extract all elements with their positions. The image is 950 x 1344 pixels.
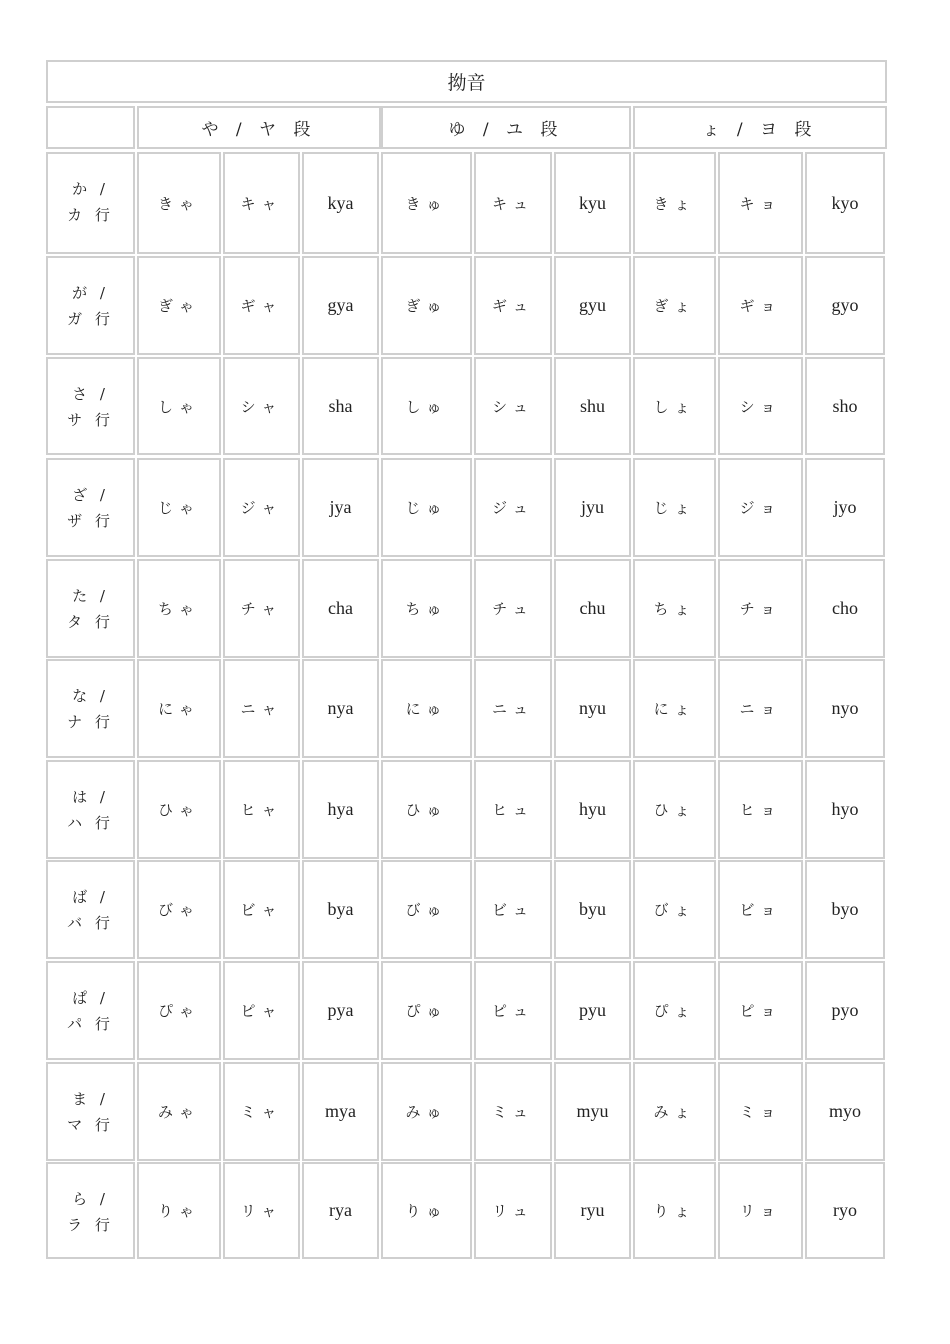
column-group-header: ょ / ヨ 段 [633, 106, 887, 149]
romaji-cell: chu [554, 559, 631, 658]
hiragana-cell: ぴゅ [381, 961, 472, 1060]
romaji-cell: cho [805, 559, 885, 658]
katakana-cell: ヒャ [223, 760, 300, 859]
romaji-cell: kya [302, 152, 379, 254]
hiragana-cell: りゃ [137, 1162, 221, 1259]
katakana-cell: リョ [718, 1162, 803, 1259]
hiragana-cell: みゃ [137, 1062, 221, 1161]
row-label [46, 559, 135, 658]
hiragana-cell: ちょ [633, 559, 716, 658]
romaji-cell: mya [302, 1062, 379, 1161]
hiragana-cell: きょ [633, 152, 716, 254]
row-label [46, 152, 135, 254]
katakana-cell: キャ [223, 152, 300, 254]
romaji-cell: rya [302, 1162, 379, 1259]
romaji-cell: byo [805, 860, 885, 959]
row-label-text: ざ / ザ 行 [67, 486, 114, 530]
row-label-text: た / タ 行 [67, 587, 114, 631]
romaji-cell: gyo [805, 256, 885, 355]
hiragana-cell: りょ [633, 1162, 716, 1259]
katakana-cell: キョ [718, 152, 803, 254]
romaji-cell: hya [302, 760, 379, 859]
hiragana-cell: にゅ [381, 659, 472, 758]
hiragana-cell: にょ [633, 659, 716, 758]
row-label-text: さ / サ 行 [67, 385, 114, 429]
katakana-cell: ピョ [718, 961, 803, 1060]
romaji-cell: shu [554, 357, 631, 455]
katakana-cell: ビョ [718, 860, 803, 959]
romaji-cell: gyu [554, 256, 631, 355]
katakana-cell: ミャ [223, 1062, 300, 1161]
katakana-cell: リャ [223, 1162, 300, 1259]
row-label-text: ま / マ 行 [67, 1090, 114, 1134]
romaji-cell: gya [302, 256, 379, 355]
romaji-cell: myo [805, 1062, 885, 1161]
romaji-cell: sho [805, 357, 885, 455]
hiragana-cell: ぴょ [633, 961, 716, 1060]
hiragana-cell: しゃ [137, 357, 221, 455]
katakana-cell: チョ [718, 559, 803, 658]
hiragana-cell: ぎょ [633, 256, 716, 355]
romaji-cell: nyo [805, 659, 885, 758]
romaji-cell: nya [302, 659, 379, 758]
katakana-cell: ギュ [474, 256, 552, 355]
hiragana-cell: ひゃ [137, 760, 221, 859]
katakana-cell: チャ [223, 559, 300, 658]
katakana-cell: ピャ [223, 961, 300, 1060]
hiragana-cell: きゅ [381, 152, 472, 254]
romaji-cell: jyo [805, 458, 885, 557]
romaji-cell: myu [554, 1062, 631, 1161]
katakana-cell: ビャ [223, 860, 300, 959]
katakana-cell: ジョ [718, 458, 803, 557]
katakana-cell: ピュ [474, 961, 552, 1060]
row-label-text: ら / ラ 行 [67, 1190, 114, 1234]
romaji-cell: nyu [554, 659, 631, 758]
katakana-cell: ビュ [474, 860, 552, 959]
katakana-cell: ジャ [223, 458, 300, 557]
hiragana-cell: じゃ [137, 458, 221, 557]
romaji-cell: byu [554, 860, 631, 959]
row-label-text: な / ナ 行 [67, 687, 114, 731]
row-label-text: か / カ 行 [67, 180, 114, 224]
row-label [46, 458, 135, 557]
hiragana-cell: りゅ [381, 1162, 472, 1259]
hiragana-cell: じょ [633, 458, 716, 557]
table-title: 拗音 [46, 60, 887, 103]
hiragana-cell: しゅ [381, 357, 472, 455]
katakana-cell: ヒョ [718, 760, 803, 859]
katakana-cell: ミュ [474, 1062, 552, 1161]
katakana-cell: ジュ [474, 458, 552, 557]
katakana-cell: シャ [223, 357, 300, 455]
romaji-cell: cha [302, 559, 379, 658]
hiragana-cell: しょ [633, 357, 716, 455]
row-label [46, 1062, 135, 1161]
hiragana-cell: びょ [633, 860, 716, 959]
katakana-cell: ギョ [718, 256, 803, 355]
katakana-cell: キュ [474, 152, 552, 254]
hiragana-cell: みょ [633, 1062, 716, 1161]
row-label [46, 860, 135, 959]
romaji-cell: pyo [805, 961, 885, 1060]
romaji-cell: hyu [554, 760, 631, 859]
romaji-cell: bya [302, 860, 379, 959]
hiragana-cell: ぎゅ [381, 256, 472, 355]
row-label-text: が / ガ 行 [67, 284, 114, 328]
katakana-cell: ミョ [718, 1062, 803, 1161]
katakana-cell: ヒュ [474, 760, 552, 859]
katakana-cell: ニュ [474, 659, 552, 758]
katakana-cell: ギャ [223, 256, 300, 355]
header-corner [46, 106, 135, 149]
hiragana-cell: ぎゃ [137, 256, 221, 355]
row-label [46, 961, 135, 1060]
romaji-cell: kyu [554, 152, 631, 254]
romaji-cell: sha [302, 357, 379, 455]
katakana-cell: チュ [474, 559, 552, 658]
hiragana-cell: にゃ [137, 659, 221, 758]
hiragana-cell: ひゅ [381, 760, 472, 859]
row-label-text: ば / バ 行 [67, 888, 114, 932]
hiragana-cell: びゃ [137, 860, 221, 959]
hiragana-cell: ちゃ [137, 559, 221, 658]
row-label-text: は / ハ 行 [67, 788, 114, 832]
katakana-cell: リュ [474, 1162, 552, 1259]
row-label [46, 659, 135, 758]
row-label [46, 1162, 135, 1259]
row-label [46, 357, 135, 455]
romaji-cell: pyu [554, 961, 631, 1060]
row-label-text: ぱ / パ 行 [67, 989, 114, 1033]
katakana-cell: ショ [718, 357, 803, 455]
hiragana-cell: びゅ [381, 860, 472, 959]
row-label [46, 760, 135, 859]
katakana-cell: ニャ [223, 659, 300, 758]
romaji-cell: ryu [554, 1162, 631, 1259]
romaji-cell: hyo [805, 760, 885, 859]
column-group-header: ゆ / ユ 段 [381, 106, 631, 149]
hiragana-cell: じゅ [381, 458, 472, 557]
romaji-cell: pya [302, 961, 379, 1060]
hiragana-cell: ぴゃ [137, 961, 221, 1060]
hiragana-cell: ひょ [633, 760, 716, 859]
katakana-cell: ニョ [718, 659, 803, 758]
katakana-cell: シュ [474, 357, 552, 455]
hiragana-cell: きゃ [137, 152, 221, 254]
column-group-header: や / ヤ 段 [137, 106, 381, 149]
romaji-cell: jya [302, 458, 379, 557]
romaji-cell: jyu [554, 458, 631, 557]
hiragana-cell: ちゅ [381, 559, 472, 658]
romaji-cell: ryo [805, 1162, 885, 1259]
romaji-cell: kyo [805, 152, 885, 254]
row-label [46, 256, 135, 355]
hiragana-cell: みゅ [381, 1062, 472, 1161]
